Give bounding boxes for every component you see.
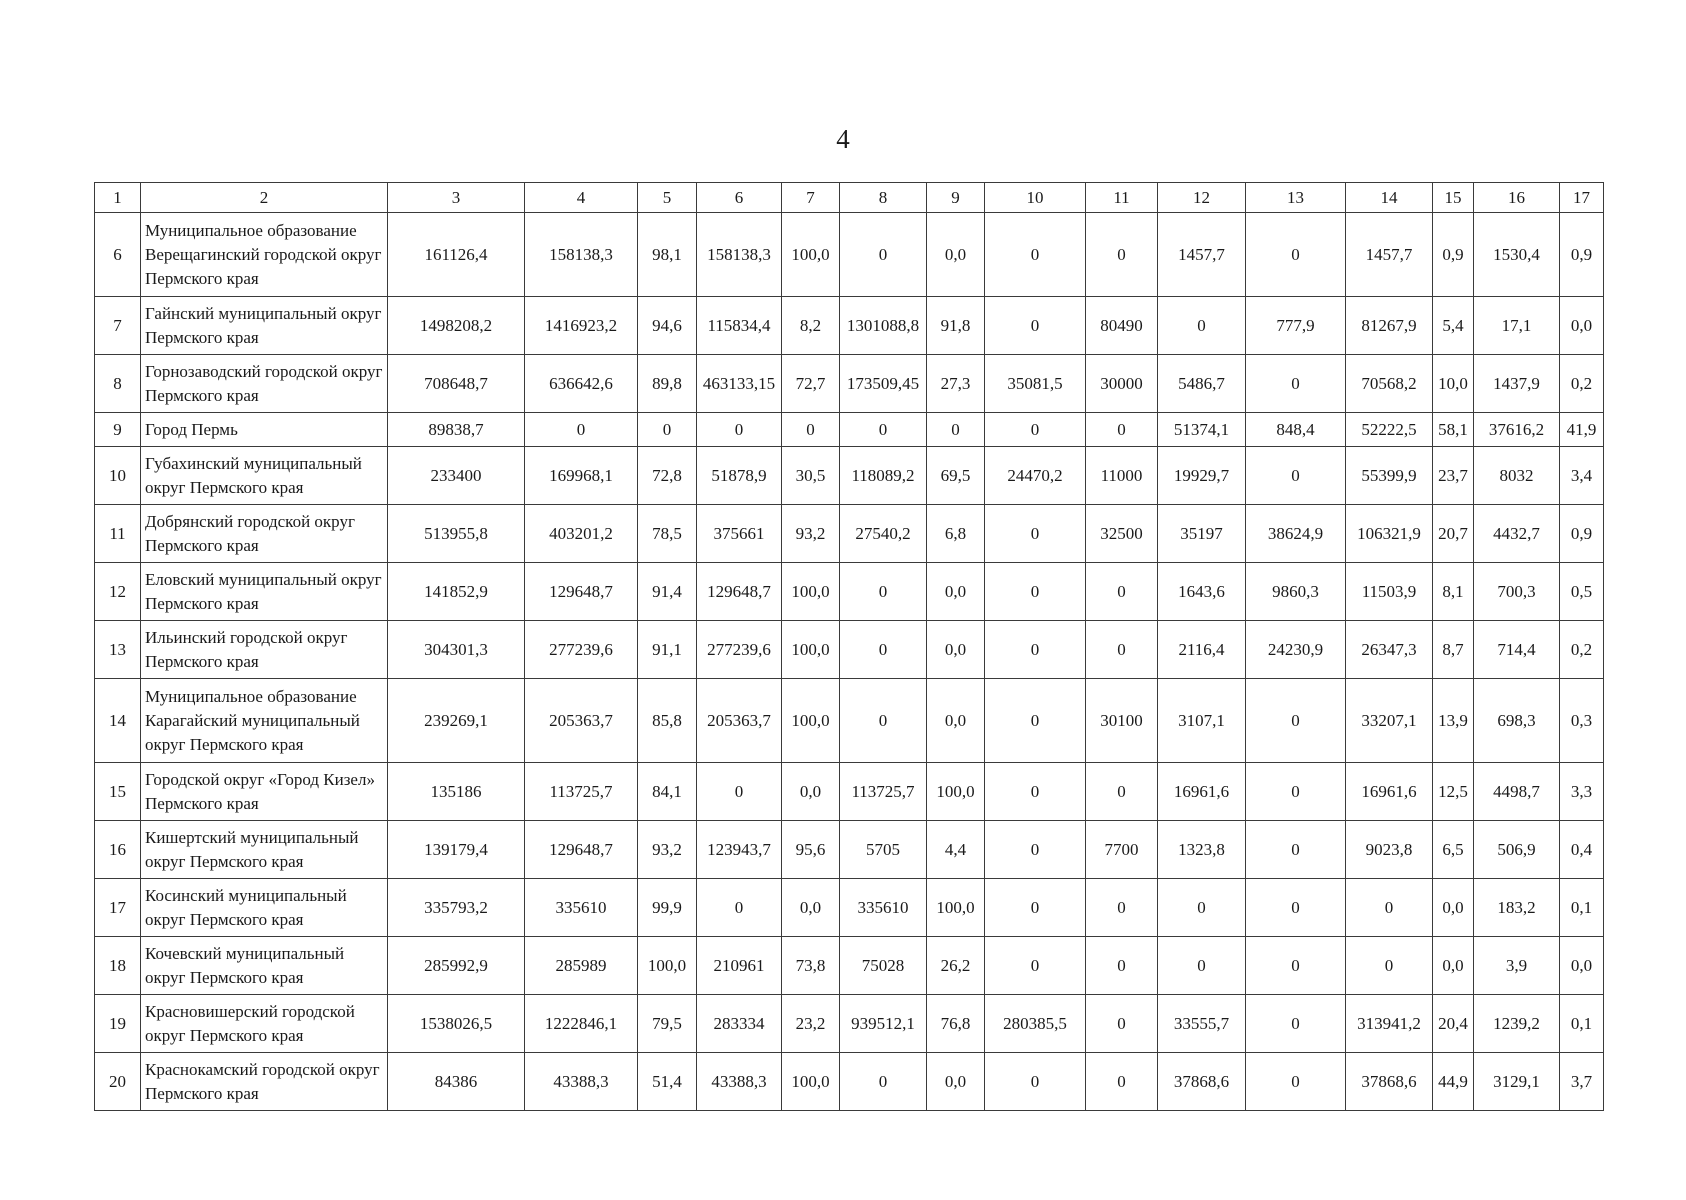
- table-row: [95, 563, 1604, 621]
- value-cell: 118089,2: [840, 447, 927, 505]
- value-cell: 161126,4: [388, 213, 525, 297]
- value-cell: 636642,6: [525, 355, 638, 413]
- value-cell: 0: [1246, 1053, 1346, 1111]
- value-cell: 37868,6: [1346, 1053, 1433, 1111]
- value-cell: 0: [985, 679, 1086, 763]
- value-cell: 0,2: [1560, 621, 1604, 679]
- value-cell: 79,5: [638, 995, 697, 1053]
- value-cell: 5705: [840, 821, 927, 879]
- value-cell: 12,5: [1433, 763, 1474, 821]
- value-cell: 7700: [1086, 821, 1158, 879]
- municipality-name-cell: Косинский муниципальный округ Пермского края: [141, 879, 388, 937]
- value-cell: 24230,9: [1246, 621, 1346, 679]
- value-cell: 335610: [525, 879, 638, 937]
- row-number-cell: 12: [95, 563, 141, 621]
- value-cell: 0,0: [927, 679, 985, 763]
- value-cell: 51,4: [638, 1053, 697, 1111]
- row-number-cell: 9: [95, 413, 141, 447]
- value-cell: 0: [1246, 821, 1346, 879]
- value-cell: 335793,2: [388, 879, 525, 937]
- municipality-name-cell: Красновишерский городской округ Пермского края: [141, 995, 388, 1053]
- value-cell: 84386: [388, 1053, 525, 1111]
- table-row: [95, 879, 1604, 937]
- value-cell: 1416923,2: [525, 297, 638, 355]
- value-cell: 1239,2: [1474, 995, 1560, 1053]
- municipality-name-cell: Муниципальное образование Верещагинский городской округ Пермского края: [141, 213, 388, 297]
- row-number-cell: 14: [95, 679, 141, 763]
- column-header: 11: [1086, 183, 1158, 213]
- value-cell: 280385,5: [985, 995, 1086, 1053]
- value-cell: 173509,45: [840, 355, 927, 413]
- value-cell: 115834,4: [697, 297, 782, 355]
- value-cell: 8,1: [1433, 563, 1474, 621]
- value-cell: 0: [697, 413, 782, 447]
- value-cell: 0: [1246, 995, 1346, 1053]
- value-cell: 30100: [1086, 679, 1158, 763]
- value-cell: 26,2: [927, 937, 985, 995]
- column-header: 13: [1246, 183, 1346, 213]
- value-cell: 11503,9: [1346, 563, 1433, 621]
- table-row: [95, 679, 1604, 763]
- row-number-cell: 17: [95, 879, 141, 937]
- value-cell: 3107,1: [1158, 679, 1246, 763]
- header-row: [95, 183, 1604, 213]
- value-cell: 94,6: [638, 297, 697, 355]
- table-row: [95, 821, 1604, 879]
- value-cell: 506,9: [1474, 821, 1560, 879]
- value-cell: 27,3: [927, 355, 985, 413]
- value-cell: 0: [1158, 879, 1246, 937]
- column-header: 3: [388, 183, 525, 213]
- value-cell: 0,9: [1433, 213, 1474, 297]
- value-cell: 0: [985, 297, 1086, 355]
- value-cell: 0: [840, 1053, 927, 1111]
- value-cell: 100,0: [638, 937, 697, 995]
- row-number-cell: 8: [95, 355, 141, 413]
- value-cell: 513955,8: [388, 505, 525, 563]
- value-cell: 69,5: [927, 447, 985, 505]
- value-cell: 20,7: [1433, 505, 1474, 563]
- table-row: [95, 213, 1604, 297]
- value-cell: 30,5: [782, 447, 840, 505]
- value-cell: 0: [927, 413, 985, 447]
- value-cell: 1643,6: [1158, 563, 1246, 621]
- table-row: [95, 505, 1604, 563]
- value-cell: 20,4: [1433, 995, 1474, 1053]
- value-cell: 0: [840, 621, 927, 679]
- value-cell: 0: [1086, 1053, 1158, 1111]
- value-cell: 277239,6: [525, 621, 638, 679]
- value-cell: 0: [985, 821, 1086, 879]
- value-cell: 277239,6: [697, 621, 782, 679]
- data-table: [94, 182, 1604, 1111]
- value-cell: 0: [985, 563, 1086, 621]
- value-cell: 58,1: [1433, 413, 1474, 447]
- value-cell: 0: [697, 763, 782, 821]
- value-cell: 100,0: [782, 679, 840, 763]
- value-cell: 100,0: [782, 563, 840, 621]
- value-cell: 0,5: [1560, 563, 1604, 621]
- value-cell: 0: [1346, 879, 1433, 937]
- value-cell: 85,8: [638, 679, 697, 763]
- value-cell: 375661: [697, 505, 782, 563]
- value-cell: 100,0: [927, 763, 985, 821]
- value-cell: 0,0: [927, 1053, 985, 1111]
- municipality-name-cell: Город Пермь: [141, 413, 388, 447]
- value-cell: 70568,2: [1346, 355, 1433, 413]
- row-number-cell: 15: [95, 763, 141, 821]
- value-cell: 1301088,8: [840, 297, 927, 355]
- value-cell: 91,4: [638, 563, 697, 621]
- value-cell: 35081,5: [985, 355, 1086, 413]
- value-cell: 0: [840, 563, 927, 621]
- value-cell: 0: [1246, 447, 1346, 505]
- value-cell: 19929,7: [1158, 447, 1246, 505]
- value-cell: 205363,7: [525, 679, 638, 763]
- column-header: 8: [840, 183, 927, 213]
- value-cell: 113725,7: [840, 763, 927, 821]
- value-cell: 700,3: [1474, 563, 1560, 621]
- value-cell: 30000: [1086, 355, 1158, 413]
- table-row: [95, 937, 1604, 995]
- row-number-cell: 18: [95, 937, 141, 995]
- value-cell: 0: [1086, 879, 1158, 937]
- value-cell: 0: [1086, 213, 1158, 297]
- table-row: [95, 413, 1604, 447]
- value-cell: 9860,3: [1246, 563, 1346, 621]
- column-header: 14: [1346, 183, 1433, 213]
- value-cell: 0,3: [1560, 679, 1604, 763]
- value-cell: 123943,7: [697, 821, 782, 879]
- value-cell: 43388,3: [525, 1053, 638, 1111]
- value-cell: 0: [840, 679, 927, 763]
- value-cell: 0: [1158, 297, 1246, 355]
- municipality-name-cell: Добрянский городской округ Пермского края: [141, 505, 388, 563]
- value-cell: 33555,7: [1158, 995, 1246, 1053]
- value-cell: 158138,3: [697, 213, 782, 297]
- table-row: [95, 447, 1604, 505]
- municipality-name-cell: Городской округ «Город Кизел» Пермского края: [141, 763, 388, 821]
- value-cell: 0: [1246, 763, 1346, 821]
- value-cell: 38624,9: [1246, 505, 1346, 563]
- column-header: 4: [525, 183, 638, 213]
- value-cell: 1437,9: [1474, 355, 1560, 413]
- value-cell: 0: [985, 213, 1086, 297]
- value-cell: 89,8: [638, 355, 697, 413]
- value-cell: 0: [840, 413, 927, 447]
- value-cell: 73,8: [782, 937, 840, 995]
- row-number-cell: 13: [95, 621, 141, 679]
- value-cell: 100,0: [782, 213, 840, 297]
- value-cell: 141852,9: [388, 563, 525, 621]
- value-cell: 0: [638, 413, 697, 447]
- value-cell: 0,0: [1433, 879, 1474, 937]
- value-cell: 5,4: [1433, 297, 1474, 355]
- value-cell: 0,0: [927, 563, 985, 621]
- value-cell: 5486,7: [1158, 355, 1246, 413]
- municipality-name-cell: Краснокамский городской округ Пермского края: [141, 1053, 388, 1111]
- value-cell: 708648,7: [388, 355, 525, 413]
- value-cell: 285992,9: [388, 937, 525, 995]
- value-cell: 3,7: [1560, 1053, 1604, 1111]
- value-cell: 89838,7: [388, 413, 525, 447]
- value-cell: 1457,7: [1346, 213, 1433, 297]
- value-cell: 0: [985, 1053, 1086, 1111]
- value-cell: 463133,15: [697, 355, 782, 413]
- value-cell: 3,3: [1560, 763, 1604, 821]
- municipality-name-cell: Кишертский муниципальный округ Пермского края: [141, 821, 388, 879]
- value-cell: 17,1: [1474, 297, 1560, 355]
- value-cell: 106321,9: [1346, 505, 1433, 563]
- value-cell: 129648,7: [525, 563, 638, 621]
- value-cell: 183,2: [1474, 879, 1560, 937]
- value-cell: 1530,4: [1474, 213, 1560, 297]
- column-header: 6: [697, 183, 782, 213]
- page-number: 4: [836, 124, 850, 154]
- value-cell: 233400: [388, 447, 525, 505]
- value-cell: 0: [985, 937, 1086, 995]
- value-cell: 0: [1086, 995, 1158, 1053]
- row-number-cell: 7: [95, 297, 141, 355]
- value-cell: 13,9: [1433, 679, 1474, 763]
- value-cell: 0: [840, 213, 927, 297]
- municipality-name-cell: Горнозаводский городской округ Пермского края: [141, 355, 388, 413]
- table-row: [95, 995, 1604, 1053]
- row-number-cell: 11: [95, 505, 141, 563]
- column-header: 1: [95, 183, 141, 213]
- value-cell: 0: [1246, 879, 1346, 937]
- value-cell: 37616,2: [1474, 413, 1560, 447]
- municipality-name-cell: Еловский муниципальный округ Пермского края: [141, 563, 388, 621]
- value-cell: 0,1: [1560, 995, 1604, 1053]
- value-cell: 44,9: [1433, 1053, 1474, 1111]
- column-header: 10: [985, 183, 1086, 213]
- value-cell: 26347,3: [1346, 621, 1433, 679]
- value-cell: 3,4: [1560, 447, 1604, 505]
- municipality-name-cell: Кочевский муниципальный округ Пермского края: [141, 937, 388, 995]
- value-cell: 100,0: [782, 1053, 840, 1111]
- value-cell: 78,5: [638, 505, 697, 563]
- column-header: 17: [1560, 183, 1604, 213]
- value-cell: 313941,2: [1346, 995, 1433, 1053]
- value-cell: 1323,8: [1158, 821, 1246, 879]
- value-cell: 0: [985, 621, 1086, 679]
- value-cell: 0,0: [1433, 937, 1474, 995]
- value-cell: 91,8: [927, 297, 985, 355]
- value-cell: 0: [1246, 937, 1346, 995]
- value-cell: 169968,1: [525, 447, 638, 505]
- value-cell: 698,3: [1474, 679, 1560, 763]
- value-cell: 0,9: [1560, 213, 1604, 297]
- value-cell: 1222846,1: [525, 995, 638, 1053]
- value-cell: 16961,6: [1158, 763, 1246, 821]
- value-cell: 304301,3: [388, 621, 525, 679]
- value-cell: 205363,7: [697, 679, 782, 763]
- value-cell: 283334: [697, 995, 782, 1053]
- value-cell: 239269,1: [388, 679, 525, 763]
- value-cell: 23,2: [782, 995, 840, 1053]
- value-cell: 0: [985, 413, 1086, 447]
- value-cell: 4432,7: [1474, 505, 1560, 563]
- value-cell: 72,7: [782, 355, 840, 413]
- value-cell: 0: [1086, 413, 1158, 447]
- value-cell: 3129,1: [1474, 1053, 1560, 1111]
- value-cell: 0,0: [927, 621, 985, 679]
- value-cell: 99,9: [638, 879, 697, 937]
- value-cell: 1538026,5: [388, 995, 525, 1053]
- table-row: [95, 355, 1604, 413]
- value-cell: 11000: [1086, 447, 1158, 505]
- value-cell: 100,0: [782, 621, 840, 679]
- value-cell: 0: [985, 879, 1086, 937]
- value-cell: 4,4: [927, 821, 985, 879]
- value-cell: 8,2: [782, 297, 840, 355]
- value-cell: 714,4: [1474, 621, 1560, 679]
- value-cell: 158138,3: [525, 213, 638, 297]
- value-cell: 98,1: [638, 213, 697, 297]
- value-cell: 0: [985, 763, 1086, 821]
- column-header: 9: [927, 183, 985, 213]
- value-cell: 91,1: [638, 621, 697, 679]
- value-cell: 0,4: [1560, 821, 1604, 879]
- value-cell: 0,0: [782, 879, 840, 937]
- value-cell: 84,1: [638, 763, 697, 821]
- value-cell: 76,8: [927, 995, 985, 1053]
- value-cell: 848,4: [1246, 413, 1346, 447]
- value-cell: 2116,4: [1158, 621, 1246, 679]
- value-cell: 55399,9: [1346, 447, 1433, 505]
- value-cell: 51878,9: [697, 447, 782, 505]
- value-cell: 95,6: [782, 821, 840, 879]
- value-cell: 3,9: [1474, 937, 1560, 995]
- value-cell: 81267,9: [1346, 297, 1433, 355]
- value-cell: 9023,8: [1346, 821, 1433, 879]
- row-number-cell: 20: [95, 1053, 141, 1111]
- table-row: [95, 1053, 1604, 1111]
- value-cell: 4498,7: [1474, 763, 1560, 821]
- value-cell: 27540,2: [840, 505, 927, 563]
- value-cell: 1498208,2: [388, 297, 525, 355]
- value-cell: 100,0: [927, 879, 985, 937]
- municipality-name-cell: Ильинский городской округ Пермского края: [141, 621, 388, 679]
- value-cell: 777,9: [1246, 297, 1346, 355]
- value-cell: 335610: [840, 879, 927, 937]
- value-cell: 16961,6: [1346, 763, 1433, 821]
- value-cell: 210961: [697, 937, 782, 995]
- value-cell: 0,2: [1560, 355, 1604, 413]
- value-cell: 1457,7: [1158, 213, 1246, 297]
- column-header: 7: [782, 183, 840, 213]
- value-cell: 0: [697, 879, 782, 937]
- value-cell: 8032: [1474, 447, 1560, 505]
- value-cell: 139179,4: [388, 821, 525, 879]
- value-cell: 37868,6: [1158, 1053, 1246, 1111]
- value-cell: 285989: [525, 937, 638, 995]
- value-cell: 0: [1346, 937, 1433, 995]
- value-cell: 23,7: [1433, 447, 1474, 505]
- value-cell: 939512,1: [840, 995, 927, 1053]
- value-cell: 0: [1246, 355, 1346, 413]
- value-cell: 0,0: [1560, 937, 1604, 995]
- value-cell: 0: [1246, 213, 1346, 297]
- municipality-name-cell: Губахинский муниципальный округ Пермского края: [141, 447, 388, 505]
- value-cell: 75028: [840, 937, 927, 995]
- value-cell: 135186: [388, 763, 525, 821]
- value-cell: 113725,7: [525, 763, 638, 821]
- value-cell: 80490: [1086, 297, 1158, 355]
- column-header: 2: [141, 183, 388, 213]
- value-cell: 41,9: [1560, 413, 1604, 447]
- column-header: 12: [1158, 183, 1246, 213]
- value-cell: 52222,5: [1346, 413, 1433, 447]
- column-header: 15: [1433, 183, 1474, 213]
- value-cell: 0,0: [927, 213, 985, 297]
- row-number-cell: 19: [95, 995, 141, 1053]
- value-cell: 35197: [1158, 505, 1246, 563]
- row-number-cell: 16: [95, 821, 141, 879]
- value-cell: 129648,7: [697, 563, 782, 621]
- table-row: [95, 763, 1604, 821]
- value-cell: 129648,7: [525, 821, 638, 879]
- value-cell: 0,1: [1560, 879, 1604, 937]
- value-cell: 33207,1: [1346, 679, 1433, 763]
- column-header: 16: [1474, 183, 1560, 213]
- value-cell: 0,9: [1560, 505, 1604, 563]
- value-cell: 0,0: [1560, 297, 1604, 355]
- value-cell: 6,5: [1433, 821, 1474, 879]
- value-cell: 0: [1086, 621, 1158, 679]
- value-cell: 43388,3: [697, 1053, 782, 1111]
- value-cell: 0: [525, 413, 638, 447]
- column-header: 5: [638, 183, 697, 213]
- value-cell: 6,8: [927, 505, 985, 563]
- value-cell: 32500: [1086, 505, 1158, 563]
- value-cell: 0: [1246, 679, 1346, 763]
- value-cell: 51374,1: [1158, 413, 1246, 447]
- row-number-cell: 6: [95, 213, 141, 297]
- value-cell: 0: [1086, 763, 1158, 821]
- value-cell: 0: [985, 505, 1086, 563]
- value-cell: 0: [1086, 563, 1158, 621]
- municipality-name-cell: Муниципальное образование Карагайский муниципальный округ Пермского края: [141, 679, 388, 763]
- value-cell: 0,0: [782, 763, 840, 821]
- table-row: [95, 621, 1604, 679]
- municipality-name-cell: Гайнский муниципальный округ Пермского края: [141, 297, 388, 355]
- value-cell: 72,8: [638, 447, 697, 505]
- value-cell: 24470,2: [985, 447, 1086, 505]
- value-cell: 93,2: [782, 505, 840, 563]
- value-cell: 0: [1086, 937, 1158, 995]
- value-cell: 403201,2: [525, 505, 638, 563]
- row-number-cell: 10: [95, 447, 141, 505]
- value-cell: 8,7: [1433, 621, 1474, 679]
- value-cell: 0: [782, 413, 840, 447]
- table-row: [95, 297, 1604, 355]
- value-cell: 0: [1158, 937, 1246, 995]
- value-cell: 10,0: [1433, 355, 1474, 413]
- value-cell: 93,2: [638, 821, 697, 879]
